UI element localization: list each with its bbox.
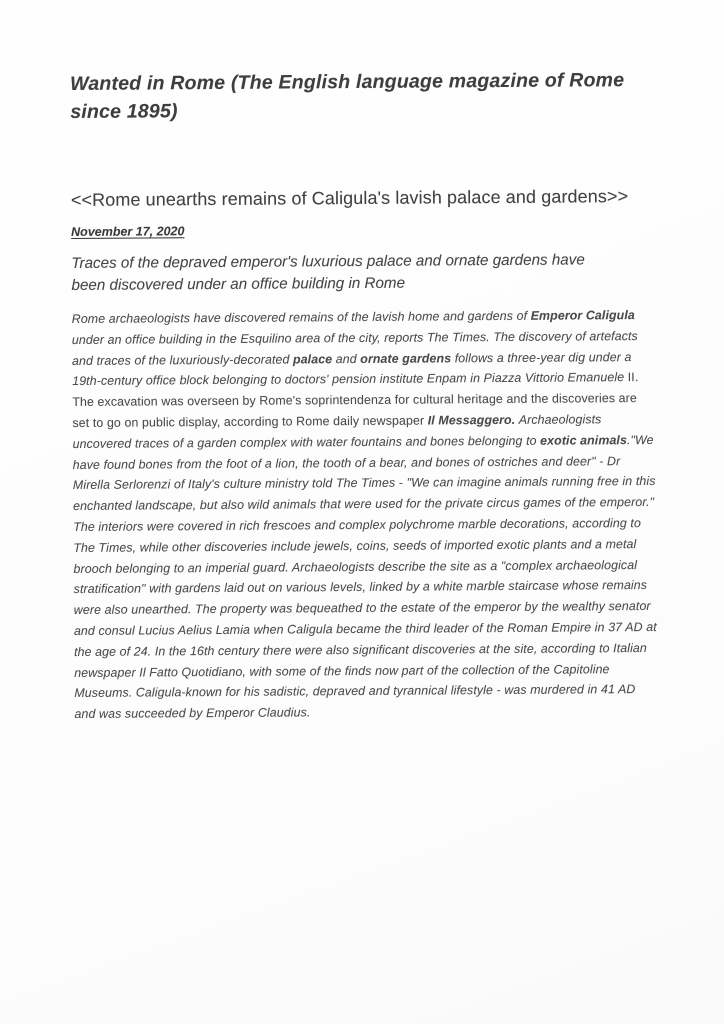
body-text-run: Archaeologists uncovered traces of a garden complex with water fountains and bones belonging to [72, 412, 602, 451]
body-text-run: ."We have found bones from the foot of a lion, the tooth of a bear, and bones of ostriches and deer" - Dr Mirella Serlorenzi of Italy's culture ministry told The Times - "We can imagine animals running free in this enchanted landscape, but also wild animals that were used for the private circus games of the emperor." The interiors were covered in rich frescoes and complex polychrome marble decorations, according to The Times, while other discoveries include jewels, coins, seeds of imported exotic plants and a metal brooch belonging to an imperial guard. Archaeologists describe the site as a "complex archaeological stratification" with gardens laid out on various levels, linked by a white marble staircase whose remains were also unearthed. The property was bequeathed to the estate of the emperor by the wealthy senator and consul Lucius Aelius Lamia when Caligula became the third leader of the Roman Empire in 37 AD at the age of 24. In the 16th century there were also significant discoveries at the site, according to Italian newspaper Il Fatto Quotidiano, with some of the finds now part of the collection of the Capitoline Museums. Caligula-known for his sadistic, depraved and tyrannical lifestyle - was murdered in 41 AD and was succeeded by Emperor Claudius. [72, 432, 657, 722]
body-text-run: Emperor Caligula [530, 308, 635, 323]
body-text-run: Il Messaggero. [427, 412, 519, 428]
article-content [70, 66, 663, 725]
article-subtitle: Traces of the depraved emperor's luxurious palace and ornate gardens have been discovered under an office building in Rome [71, 251, 585, 294]
body-text-run: II. The excavation was overseen by Rome's soprintendenza for cultural heritage and the discoveries are set to go on public display, according to Rome daily newspaper [72, 370, 639, 430]
body-text-run: exotic animals [540, 432, 628, 448]
body-text-run: under an office building in the Esquilino area of the city, reports The Times. The discovery of artefacts and traces of the luxuriously-decorated [71, 328, 638, 368]
article-body [72, 305, 659, 725]
body-text-run: palace [292, 351, 333, 367]
body-text-run: follows a three-year dig under a 19th-century office block belonging to doctors' pension institute Enpam in Piazza Vittorio Emanuele [72, 349, 632, 389]
article-date: November 17, 2020 [71, 224, 185, 239]
body-text-run: and [332, 351, 361, 366]
body-text-run: ornate gardens [360, 350, 452, 366]
page-title: Wanted in Rome (The English language magazine of Rome since 1895) [70, 69, 625, 123]
article-headline: <<Rome unearths remains of Caligula's lavish palace and gardens>> [70, 186, 629, 210]
body-text-run: Rome archaeologists have discovered remains of the lavish home and gardens of [71, 308, 531, 326]
